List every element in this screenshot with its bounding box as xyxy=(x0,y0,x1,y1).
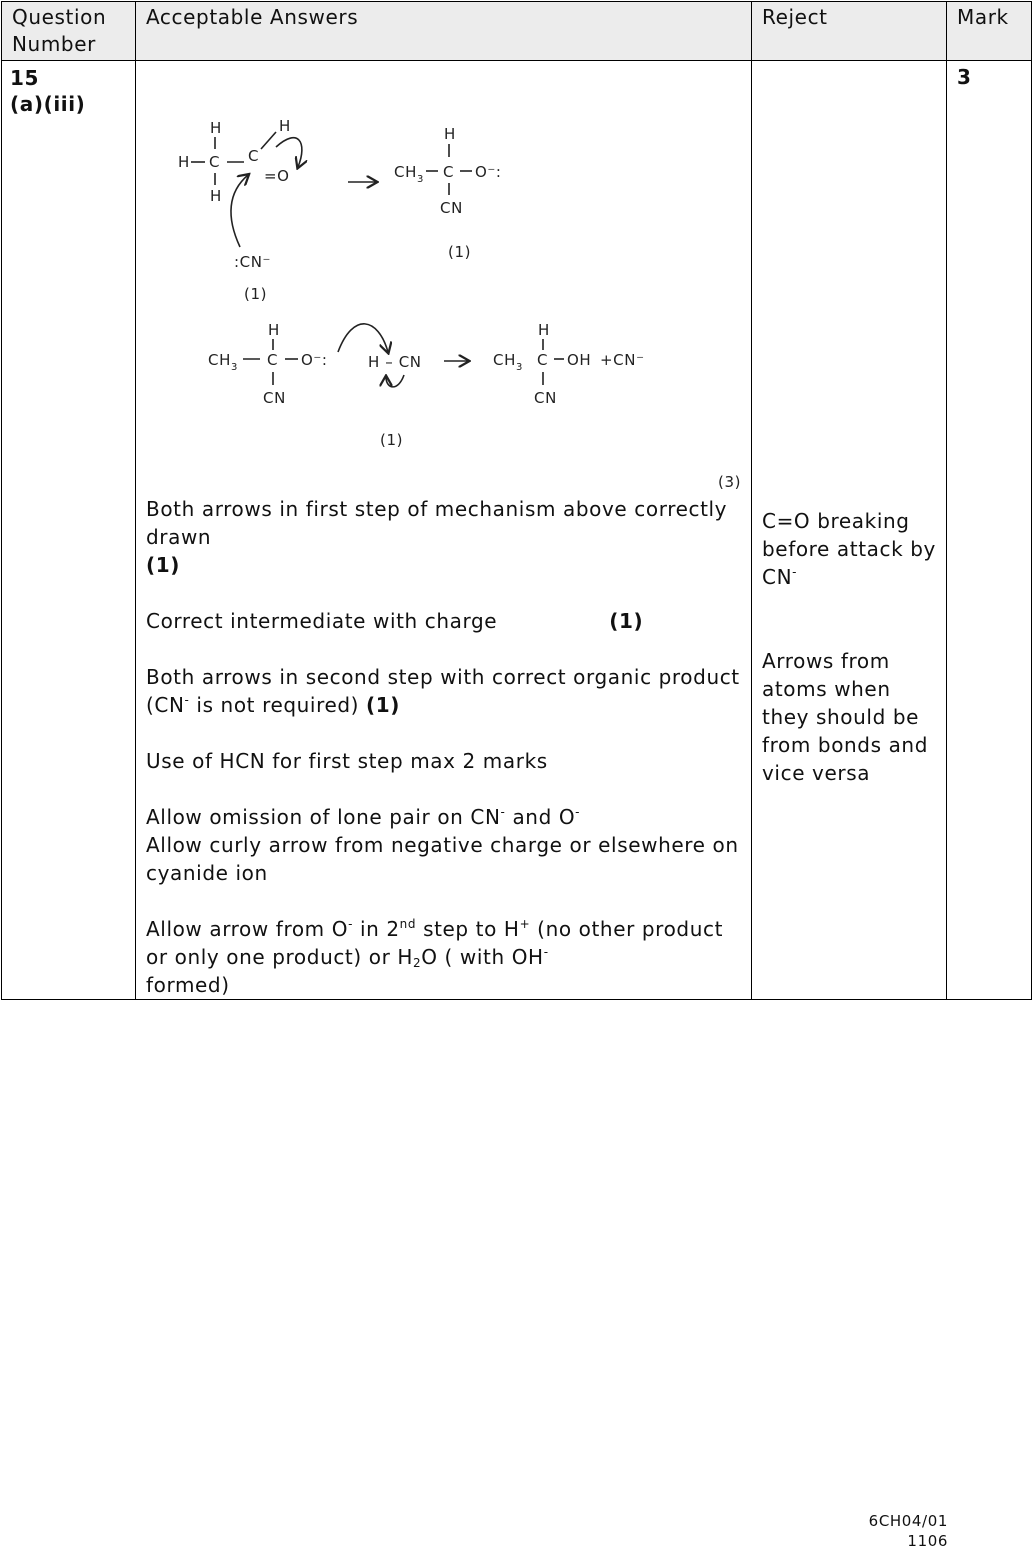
page-code: 1106 xyxy=(907,1532,948,1550)
question-part: (a)(iii) xyxy=(10,92,86,116)
cyanide-regenerated: +CN⁻ xyxy=(600,351,645,369)
atom-c: C xyxy=(443,163,455,181)
equals-o: =O xyxy=(264,167,290,185)
mark-cell: 3 xyxy=(947,61,1032,1000)
atom-c: C xyxy=(248,147,260,165)
atom-c: C xyxy=(537,351,549,369)
answer-line-hcn: Use of HCN for first step max 2 marks xyxy=(146,749,548,773)
reject-line-arrows: Arrows from atoms when they should be from bonds and vice versa xyxy=(762,649,929,785)
mark-three: (3) xyxy=(718,473,742,491)
cyanide-ion: :CN⁻ xyxy=(234,253,272,271)
header-reject: Reject xyxy=(752,2,947,61)
mark-one: (1) xyxy=(448,243,472,261)
answer-line-arrows-first-step: Both arrows in first step of mechanism above correctly drawn (1) xyxy=(146,497,728,577)
atom-h: H xyxy=(279,117,291,135)
atom-h: H xyxy=(210,187,222,205)
answer-row xyxy=(2,61,1032,1000)
header-question-number: Question Number xyxy=(2,2,136,61)
ch3-group: $CH_3$ xyxy=(208,351,238,373)
reject-line-c-o-breaking: C=O breaking before attack by CN- xyxy=(762,509,936,589)
answer-line-allow-omission: Allow omission of lone pair on CN- and O- Allow curly arrow from negative charge or elsewhere on cyanide ion xyxy=(146,805,739,885)
answer-line-intermediate: Correct intermediate with charge (1) xyxy=(146,609,644,633)
mechanism-diagram xyxy=(148,67,748,497)
mark-scheme-table xyxy=(1,1,1032,1000)
mark-one: (1) xyxy=(244,285,268,303)
atom-h: H xyxy=(210,119,222,137)
oxide-ion: O⁻: xyxy=(301,351,328,369)
ch3-group: $CH_3$ xyxy=(394,163,424,185)
ch3-group: $CH_3$ xyxy=(493,351,523,373)
atom-c: C xyxy=(209,153,221,171)
question-main: 15 xyxy=(10,66,40,90)
paper-code: 6CH04/01 xyxy=(868,1512,948,1530)
atom-cn: CN xyxy=(534,389,557,407)
header-mark: Mark xyxy=(947,2,1032,61)
hydrogen-cyanide: H – CN xyxy=(368,353,422,371)
ethanal-structure xyxy=(178,117,302,303)
second-step xyxy=(208,321,645,449)
answer-line-second-step: Both arrows in second step with correct organic product (CN- is not required) (1) xyxy=(146,665,740,717)
question-number-cell xyxy=(2,61,136,1000)
header-row xyxy=(2,2,1032,61)
atom-cn: CN xyxy=(440,199,463,217)
oxide-ion: O⁻: xyxy=(475,163,502,181)
acceptable-answers-cell xyxy=(136,61,752,1000)
intermediate-structure xyxy=(394,125,502,261)
answer-line-allow-arrow: Allow arrow from O- in 2nd step to H+ (no other product or only one product) or $H_2O$ ( with OH- formed) xyxy=(146,917,724,997)
header-acceptable-answers: Acceptable Answers xyxy=(136,2,752,61)
answer-text xyxy=(136,495,751,999)
hydroxyl: OH xyxy=(567,351,592,369)
mark-one: (1) xyxy=(380,431,404,449)
atom-cn: CN xyxy=(263,389,286,407)
atom-h: H xyxy=(268,321,280,339)
reject-cell xyxy=(752,61,947,1000)
atom-c: C xyxy=(267,351,279,369)
atom-h: H xyxy=(444,125,456,143)
atom-h: H xyxy=(538,321,550,339)
atom-h: H xyxy=(178,153,190,171)
page-footer xyxy=(840,1511,948,1551)
